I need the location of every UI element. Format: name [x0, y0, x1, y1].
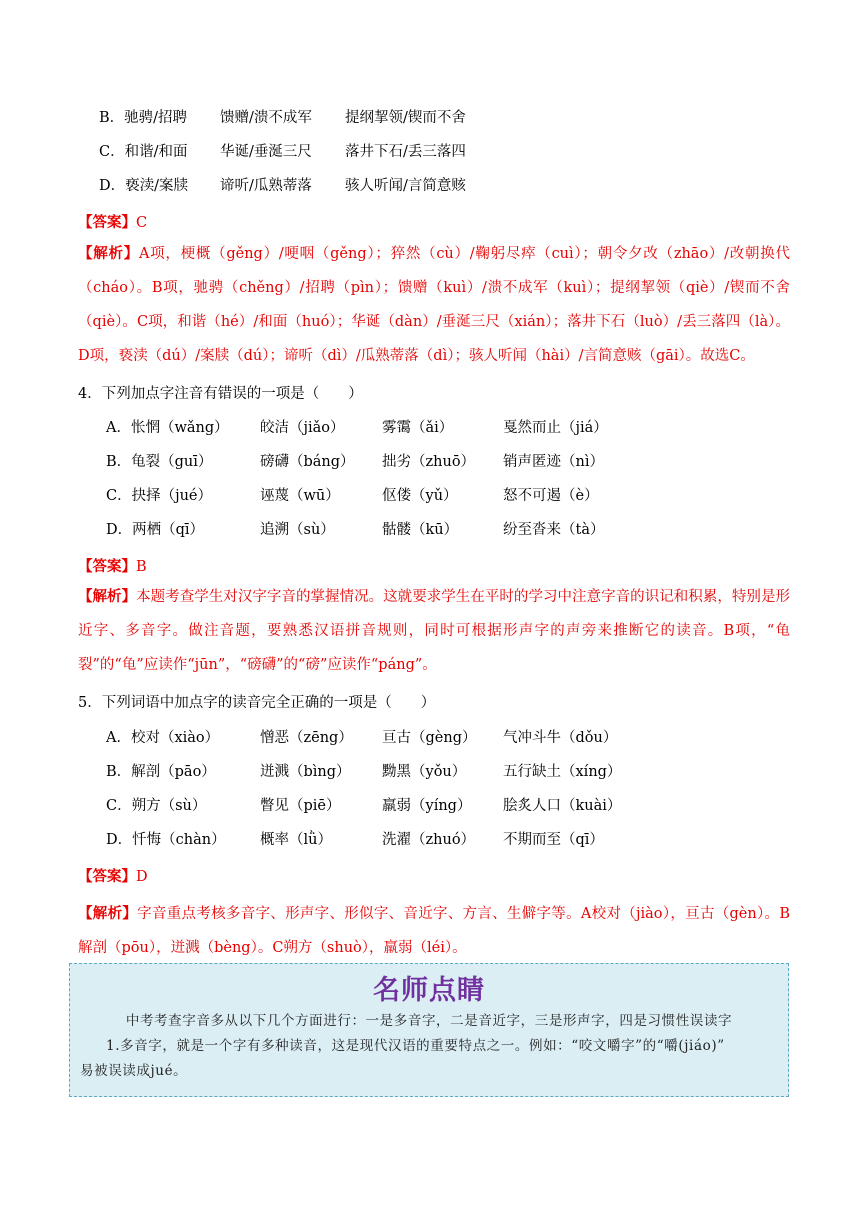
tips-box-line-2: 1.多音字，就是一个字有多种读音，这是现代汉语的重要特点之一。例如：“咬文嚼字”的“嚼(jiáo)” [106, 1038, 725, 1054]
q4-answer [78, 557, 147, 577]
analysis-text: 本题考查学生对汉字字音的掌握情况。这就要求学生在平时的学习中注意字音的识记和积累，特别是形近字、多音字。做注音题，要熟悉汉语拼音规则，同时可根据形声字的声旁来推断它的读音。B项，“龟裂”的“龟”应读作“jūn”，“磅礴”的“磅”应读作“páng”。 [78, 589, 790, 673]
analysis-label: 【解析】 [78, 588, 137, 605]
q5-d-col1: D．忏悔（chàn） [106, 832, 226, 848]
q5-b-col3: 黝黑（yǒu） [382, 764, 467, 780]
q3-analysis [78, 237, 790, 373]
answer-value: C [136, 215, 148, 231]
tips-box-line-1: 中考考查字音多从以下几个方面进行：一是多音字，二是音近字，三是形声字，四是习惯性误读字 [125, 1013, 733, 1029]
q4-a-col2: 皎洁（jiǎo） [260, 420, 345, 436]
q4-b-col4: 销声匿迹（nì） [503, 454, 604, 470]
analysis-label: 【解析】 [78, 245, 139, 262]
q5-c-col3: 羸弱（yíng） [382, 798, 472, 814]
q5-c-col4: 脍炙人口（kuài） [503, 798, 622, 814]
q4-b-col1: B．龟裂（guī） [106, 454, 213, 470]
q5-a-col1: A．校对（xiào） [106, 730, 220, 746]
q3-c-col2: 华诞/垂涎三尺 [220, 144, 312, 160]
q5-d-col4: 不期而至（qī） [503, 832, 604, 848]
q4-a-col1: A．怅惘（wǎng） [106, 420, 229, 436]
q4-b-col2: 磅礴（báng） [260, 454, 355, 470]
q5-d-col3: 洗濯（zhuó） [382, 832, 476, 848]
q5-b-col2: 迸溅（bìng） [260, 764, 351, 780]
answer-label: 【答案】 [78, 558, 136, 575]
q4-c-col2: 诬蔑（wū） [260, 488, 340, 504]
answer-value: D [136, 869, 148, 885]
q4-d-col2: 追溯（sù） [260, 522, 335, 538]
q3-d-col2: 谛听/瓜熟蒂落 [220, 178, 312, 194]
q3-b-col2: 馈赠/溃不成军 [220, 110, 312, 126]
tips-box [69, 963, 789, 1097]
q5-b-col4: 五行缺土（xíng） [503, 764, 622, 780]
q4-a-col3: 雾霭（ǎi） [382, 420, 454, 436]
q5-b-col1: B．解剖（pāo） [106, 764, 216, 780]
q5-a-col4: 气冲斗牛（dǒu） [503, 730, 618, 746]
q3-b-col1: B．驰骋/招聘 [99, 110, 188, 126]
q4-d-col3: 骷髅（kū） [382, 522, 459, 538]
q3-d-col1: D．亵渎/案牍 [99, 178, 189, 194]
q5-stem: 5．下列词语中加点字的读音完全正确的一项是（ ） [78, 695, 436, 711]
q4-b-col3: 拙劣（zhuō） [382, 454, 476, 470]
q3-answer [78, 213, 147, 233]
q4-c-col3: 伛偻（yǔ） [382, 488, 458, 504]
analysis-text: A项，梗概（gěng）/哽咽（gěng）；猝然（cù）/鞠躬尽瘁（cuì）；朝令夕改（zhāo）/改朝换代（cháo）。B项，驰骋（chěng）/招聘（pìn）；馈赠（kuì）/溃不成军（kuì）；提纲挈领（qiè）/锲而不舍（qiè）。C项，和谐（hé）/和面（huó）；华诞（dàn）/垂涎三尺（xián）；落井下石（luò）/丢三落四（là）。D项，亵渎（dú）/案牍（dú）；谛听（dì）/瓜熟蒂落（dì）；骇人听闻（hài）/言简意赅（gāi）。故选C。 [78, 246, 790, 364]
q3-c-col3: 落井下石/丢三落四 [345, 144, 466, 160]
q4-a-col4: 戛然而止（jiá） [503, 420, 608, 436]
q4-c-col1: C．抉择（jué） [106, 488, 213, 504]
answer-label: 【答案】 [78, 868, 136, 885]
q5-analysis [78, 897, 790, 965]
answer-value: B [136, 559, 147, 575]
q4-d-col4: 纷至沓来（tà） [503, 522, 605, 538]
tips-box-line-3: 易被误读成jué。 [80, 1063, 188, 1079]
q5-a-col2: 憎恶（zēng） [260, 730, 353, 746]
tips-box-title: 名师点睛 [373, 975, 485, 1006]
q3-d-col3: 骇人听闻/言简意赅 [345, 178, 466, 194]
q4-stem: 4．下列加点字注音有错误的一项是（ ） [78, 386, 363, 402]
q3-b-col3: 提纲挈领/锲而不舍 [345, 110, 466, 126]
answer-label: 【答案】 [78, 214, 136, 231]
q5-a-col3: 亘古（gèng） [382, 730, 477, 746]
q5-c-col1: C．朔方（sù） [106, 798, 207, 814]
q3-c-col1: C．和谐/和面 [99, 144, 188, 160]
analysis-label: 【解析】 [78, 905, 138, 922]
q4-c-col4: 怒不可遏（è） [503, 488, 599, 504]
q5-d-col2: 概率（lǜ） [260, 832, 332, 848]
q4-d-col1: D．两栖（qī） [106, 522, 205, 538]
q4-analysis [78, 580, 790, 682]
q5-c-col2: 瞥见（piē） [260, 798, 341, 814]
analysis-text: 字音重点考核多音字、形声字、形似字、音近字、方言、生僻字等。A校对（jiào），亘古（gèn）。B解剖（pōu），迸溅（bèng）。C朔方（shuò），羸弱（léi）。 [78, 906, 790, 956]
q5-answer [78, 867, 148, 887]
